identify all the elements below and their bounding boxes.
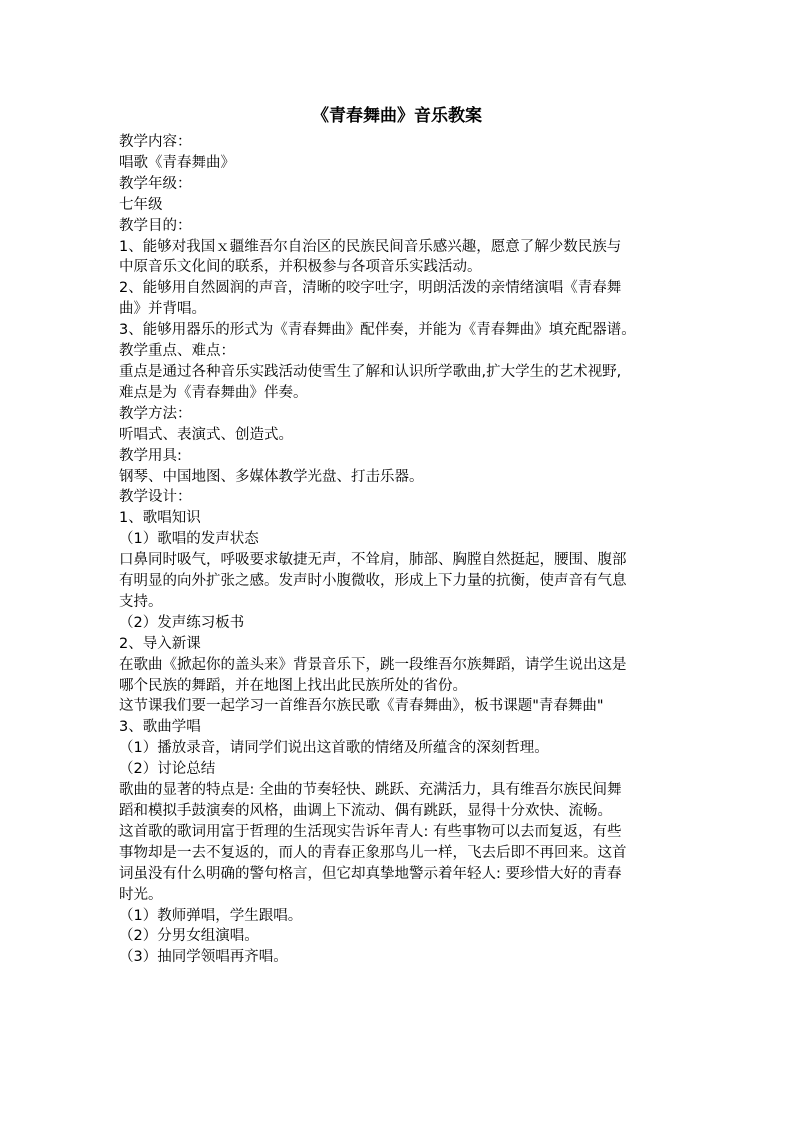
text-line: 口鼻同时吸气，呼吸要求敏捷无声，不耸肩，肺部、胸膛自然挺起，腰围、腹部: [119, 552, 627, 569]
text-line: 教学年级：: [119, 175, 192, 192]
text-line: 支持。: [119, 593, 163, 610]
text-line: （3）抽同学领唱再齐唱。: [119, 949, 288, 966]
text-line: 时光。: [119, 886, 163, 903]
document-page: [119, 100, 675, 968]
text-line: 听唱式、表演式、创造式。: [119, 426, 293, 443]
text-line: 教学内容：: [119, 134, 192, 150]
text-line: 哪个民族的舞蹈，并在地图上找出此民族所处的省份。: [119, 677, 467, 694]
text-line: 教学方法：: [119, 405, 192, 422]
text-line: 七年级: [119, 196, 163, 213]
text-line: （2）讨论总结: [119, 761, 216, 778]
text-line: 1、能够对我国ｘ疆维吾尔自治区的民族民间音乐感兴趣，愿意了解少数民族与: [119, 238, 622, 255]
text-line: 有明显的向外扩张之感。发声时小腹微收，形成上下力量的抗衡，使声音有气息: [119, 573, 627, 590]
text-line: 3、能够用器乐的形式为《青春舞曲》配伴奏，并能为《青春舞曲》填充配器谱。: [119, 322, 636, 339]
text-line: 教学设计：: [119, 489, 192, 506]
text-line: 2、导入新课: [119, 635, 201, 652]
text-line: （1）歌唱的发声状态: [119, 531, 259, 548]
text-line: （1）教师弹唱，学生跟唱。: [119, 907, 303, 924]
document-title: 《青春舞曲》音乐教案: [312, 106, 482, 126]
text-line: 蹈和模拟手鼓演奏的风格，曲调上下流动、偶有跳跃，显得十分欢快、流畅。: [119, 803, 612, 819]
text-line: （2）发声练习板书: [119, 614, 245, 631]
text-line: 在歌曲《掀起你的盖头来》背景音乐下，跳一段维吾尔族舞蹈，请学生说出这是: [119, 656, 627, 673]
text-line: （1）播放录音，请同学们说出这首歌的情绪及所蕴含的深刻哲理。: [119, 740, 549, 757]
text-line: 词虽没有什么明确的警句格言，但它却真挚地警示着年轻人: 要珍惜大好的青春: [119, 865, 622, 882]
text-line: 这首歌的歌词用富于哲理的生活现实告诉年青人: 有些事物可以去而复返，有些: [119, 823, 622, 840]
document-body: [119, 132, 675, 968]
text-line: （2）分男女组演唱。: [119, 928, 259, 945]
text-line: 这节课我们要一起学习一首维吾尔族民歌《青春舞曲》，板书课题"青春舞曲": [119, 698, 604, 715]
text-line: 曲》并背唱。: [119, 301, 206, 318]
text-line: 教学重点、难点：: [119, 343, 235, 360]
text-line: 重点是通过各种音乐实践活动使雪生了解和认识所学歌曲,扩大学生的艺术视野,: [119, 363, 622, 380]
text-line: 3、歌曲学唱: [119, 719, 201, 736]
text-line: 教学用具:: [119, 447, 182, 464]
text-line: 难点是为《青春舞曲》伴奏。: [119, 384, 308, 401]
text-line: 教学目的：: [119, 217, 192, 234]
text-line: 中原音乐文化间的联系，并积极参与各项音乐实践活动。: [119, 259, 482, 276]
text-line: 2、能够用自然圆润的声音，清晰的咬字吐字，明朗活泼的亲情绪演唱《青春舞: [119, 280, 622, 297]
text-line: 1、歌唱知识: [119, 510, 201, 527]
text-line: 唱歌《青春舞曲》: [119, 154, 235, 171]
text-line: 歌曲的显著的特点是: 全曲的节奏轻快、跳跃、充满活力，具有维吾尔族民间舞: [119, 782, 622, 799]
text-line: 事物却是一去不复返的，而人的青春正象那鸟儿一样，飞去后即不再回来。这首: [119, 844, 627, 861]
text-line: 钢琴、中国地图、多媒体教学光盘、打击乐器。: [119, 468, 424, 485]
